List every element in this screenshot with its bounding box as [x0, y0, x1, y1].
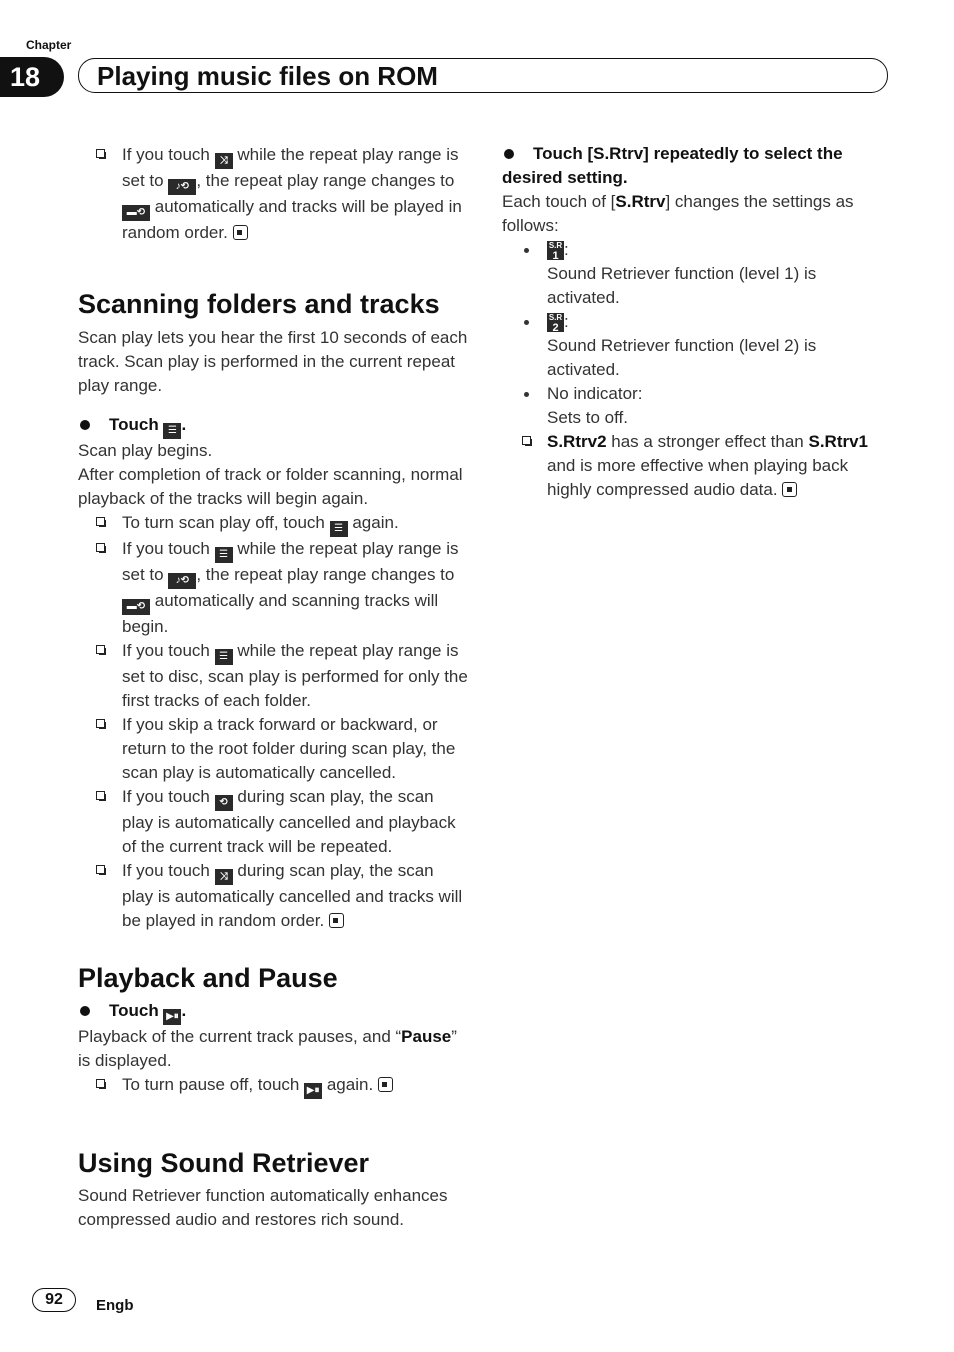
list-item: S.R 1 : Sound Retriever function (level 1) is activated.	[502, 238, 892, 310]
srtrv-each: Each touch of [S.Rtrv] changes the settings as follows:	[502, 192, 854, 235]
bullet-icon	[524, 392, 529, 397]
shuffle-icon: ⤨	[215, 153, 233, 169]
end-mark-icon	[233, 225, 248, 240]
note-checkbox-icon	[96, 791, 105, 800]
play-pause-icon: ▶⏸	[304, 1083, 322, 1099]
folder-repeat-icon: ▬⟲	[122, 205, 150, 221]
note-item: If you touch ⤨ during scan play, the scan play is automatically cancelled and tracks will be played in random order.	[78, 859, 468, 933]
bullet-icon	[80, 1006, 90, 1016]
scan-result-1: Scan play begins.	[78, 441, 213, 460]
sound-retriever-level-2-icon: S.R 2	[548, 313, 563, 334]
chapter-label: Chapter	[26, 38, 72, 52]
note-checkbox-icon	[96, 1079, 105, 1088]
section-heading-scan: Scanning folders and tracks	[78, 289, 440, 319]
scan-result-2: After completion of track or folder scanning, normal playback of the tracks will begin again.	[78, 465, 463, 508]
note-item: If you skip a track forward or backward, or return to the root folder during scan play, the scan play is automatically cancelled.	[78, 713, 468, 785]
chapter-title-box	[78, 58, 888, 93]
scan-section	[78, 287, 468, 933]
shuffle-icon: ⤨	[215, 869, 233, 885]
end-mark-icon	[782, 482, 797, 497]
play-pause-icon: ▶⏸	[163, 1009, 181, 1025]
section-heading-sound: Using Sound Retriever	[78, 1148, 370, 1178]
folder-repeat-icon: ▬⟲	[122, 599, 150, 615]
bullet-icon	[524, 320, 529, 325]
scan-icon: ☰	[215, 649, 233, 665]
page-number: 92	[32, 1288, 76, 1312]
playback-action: Touch ▶⏸ .	[78, 999, 468, 1025]
list-item: No indicator: Sets to off.	[502, 382, 892, 430]
language-code: Engb	[96, 1297, 134, 1314]
note-checkbox-icon	[96, 645, 105, 654]
note-checkbox-icon	[522, 436, 531, 445]
scan-intro: Scan play lets you hear the first 10 seconds of each track. Scan play is performed in the current repeat play range.	[78, 328, 468, 395]
note-item: If you touch ⟲ during scan play, the scan play is automatically cancelled and playback of the current track will be repeated.	[78, 785, 468, 859]
sound-retriever-level-1-icon: S.R 1	[548, 241, 563, 262]
note-item: To turn pause off, touch ▶⏸ again.	[78, 1073, 468, 1099]
note-checkbox-icon	[96, 517, 105, 526]
note-item: If you touch ☰ while the repeat play range is set to ♪⟲ , the repeat play range changes to ▬⟲ automatically and scanning tracks will begin.	[78, 537, 468, 639]
bullet-icon	[80, 420, 90, 430]
scan-icon: ☰	[215, 547, 233, 563]
chapter-number: 18	[0, 57, 64, 97]
playback-section	[78, 961, 468, 1099]
note-item: S.Rtrv2 has a stronger effect than S.Rtrv1 and is more effective when playing back highly compressed audio data.	[502, 430, 892, 502]
scan-icon: ☰	[330, 521, 348, 537]
bullet-icon	[504, 149, 514, 159]
bullet-icon	[524, 248, 529, 253]
note-item: To turn scan play off, touch ☰ again.	[78, 511, 468, 537]
scan-action: Touch ☰ .	[78, 413, 468, 439]
intro-note-block	[78, 143, 468, 245]
note-checkbox-icon	[96, 543, 105, 552]
section-heading-playback: Playback and Pause	[78, 963, 338, 993]
note-checkbox-icon	[96, 149, 105, 158]
sound-section	[78, 1146, 468, 1232]
note-item: If you touch ☰ while the repeat play range is set to disc, scan play is performed for only the first tracks of each folder.	[78, 639, 468, 713]
scan-icon: ☰	[163, 423, 181, 439]
sound-intro: Sound Retriever function automatically enhances compressed audio and restores rich sound.	[78, 1186, 448, 1229]
chapter-title: Playing music files on ROM	[97, 61, 438, 91]
track-repeat-icon: ♪⟲	[168, 179, 196, 195]
srtrv-action: Touch [S.Rtrv] repeatedly to select the desired setting.	[502, 144, 843, 187]
list-item: S.R 2 : Sound Retriever function (level 2) is activated.	[502, 310, 892, 382]
track-repeat-icon: ♪⟲	[168, 573, 196, 589]
repeat-icon: ⟲	[215, 795, 233, 811]
right-column	[502, 142, 892, 502]
note-checkbox-icon	[96, 719, 105, 728]
note-item: If you touch ⤨ while the repeat play range is set to ♪⟲ , the repeat play range changes to ▬⟲ automatically and tracks will be played in random order.	[78, 143, 468, 245]
note-checkbox-icon	[96, 865, 105, 874]
end-mark-icon	[329, 913, 344, 928]
playback-result: Playback of the current track pauses, and “Pause” is displayed.	[78, 1027, 457, 1070]
end-mark-icon	[378, 1077, 393, 1092]
